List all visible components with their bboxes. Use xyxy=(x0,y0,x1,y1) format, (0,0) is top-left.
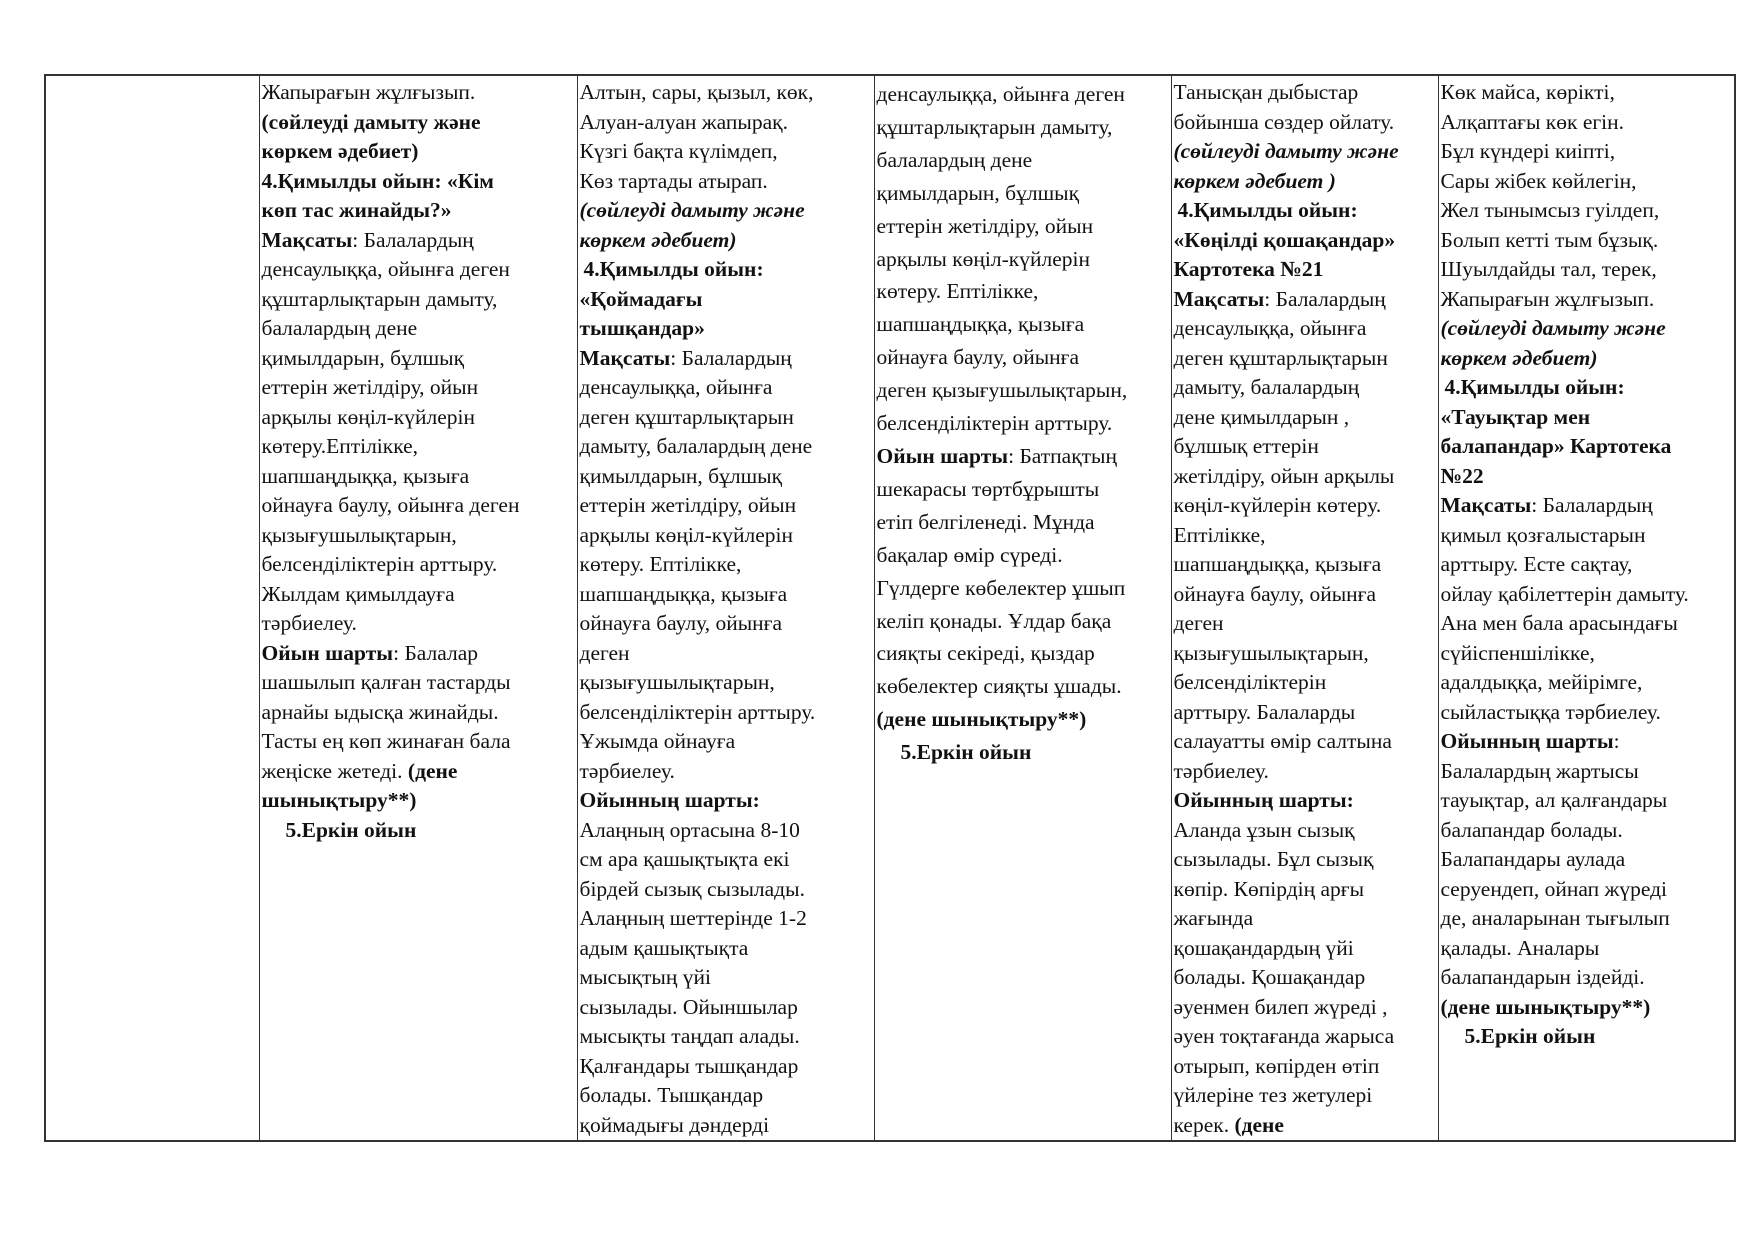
text-line: Күзгі бақта күлімдеп, xyxy=(579,139,778,163)
text-line: Жапырағын жұлғызып. xyxy=(1440,286,1655,311)
text-line: Аланда ұзын сызық xyxy=(1173,817,1355,842)
text-line: 4.Қимылды ойын: xyxy=(1177,198,1358,222)
field-label: Мақсаты xyxy=(579,345,671,370)
table-cell-day-2 xyxy=(259,75,577,1141)
table-cell-day-5 xyxy=(1171,75,1438,1141)
text-line: қоймадығы дәндерді xyxy=(579,1112,770,1137)
text-line xyxy=(262,757,576,787)
text-line: Ойынның шарты: xyxy=(1173,788,1354,812)
text-line xyxy=(262,639,576,669)
text-fragment: : Батпақтың xyxy=(1008,443,1118,468)
text-line: шекарасы төртбұрышты xyxy=(876,476,1100,501)
text-line: (дене шынықтыру**) xyxy=(876,707,1087,732)
text-fragment: (дене xyxy=(407,758,458,783)
text-line: көркем әдебиет) xyxy=(261,139,419,163)
text-line: тәрбиелеу. xyxy=(579,758,675,783)
text-line: шапшаңдыққа, қызыға xyxy=(261,463,470,488)
text-line: еттерін жетілдіру, ойын xyxy=(579,493,797,517)
text-line: арқылы көңіл-күйлерін xyxy=(579,522,793,547)
text-line: Жапырағын жұлғызып. xyxy=(261,80,476,104)
text-line: 4.Қимылды ойын: xyxy=(583,257,764,281)
text-line xyxy=(1441,491,1734,521)
text-line: қимылдарын, бұлшық xyxy=(579,463,783,488)
text-line: 5.Еркін ойын xyxy=(900,740,1032,765)
text-fragment: : xyxy=(1613,729,1620,753)
text-line: сүйіспеншілікке, xyxy=(1440,640,1595,665)
text-line: Балапандары аулада xyxy=(1440,847,1626,871)
text-line: деген xyxy=(579,640,630,665)
text-line: Ойынның шарты: xyxy=(579,788,760,812)
text-line: дене қимылдарын , xyxy=(1173,404,1350,429)
activity-table xyxy=(44,74,1736,1142)
text-line: 5.Еркін ойын xyxy=(285,817,417,842)
text-line: арнайы ыдысқа жинайды. xyxy=(261,699,499,724)
text-fragment: (дене xyxy=(1234,1112,1284,1137)
text-line: жетілдіру, ойын арқылы xyxy=(1173,463,1395,488)
text-line: сызылады. Бұл сызық xyxy=(1173,847,1374,871)
text-line: қызығушылықтарын, xyxy=(579,670,775,694)
text-line: Гүлдерге көбелектер ұшып xyxy=(876,575,1126,600)
text-fragment: : Балалардың xyxy=(1531,493,1653,517)
text-fragment: жеңіске жетеді. xyxy=(261,758,408,783)
text-line: балапандарын іздейді. xyxy=(1440,965,1645,989)
text-line: Көз тартады атырап. xyxy=(579,168,768,193)
text-line: бойынша сөздер ойлату. xyxy=(1173,109,1395,134)
text-line: көркем әдебиет ) xyxy=(1173,168,1336,193)
text-line: денсаулыққа, ойынға деген xyxy=(261,257,510,281)
text-line: көркем әдебиет) xyxy=(579,227,737,252)
text-line: Сары жібек көйлегін, xyxy=(1440,168,1637,193)
text-line: ойнауға баулу, ойынға xyxy=(579,611,783,635)
text-line: қимылдарын, бұлшық xyxy=(876,180,1080,205)
text-line xyxy=(262,226,576,256)
text-line: (дене шынықтыру**) xyxy=(1440,994,1651,1019)
text-line: ойнауға баулу, ойынға xyxy=(1173,581,1377,606)
text-line: 4.Қимылды ойын: xyxy=(1444,375,1625,399)
text-line: «Тауықтар мен xyxy=(1440,404,1591,429)
text-line: Алуан-алуан жапырақ. xyxy=(579,109,788,134)
text-line: шашылып қалған тастарды xyxy=(261,670,511,694)
text-line: Жылдам қимылдауға xyxy=(261,581,455,606)
field-label: Ойынның шарты xyxy=(1440,729,1614,753)
text-line: белсенділіктерін арттыру. xyxy=(876,411,1113,436)
text-line: Шуылдайды тал, терек, xyxy=(1440,257,1657,281)
field-label: Ойын шарты xyxy=(876,443,1009,468)
text-line: қалады. Аналары xyxy=(1440,935,1600,960)
text-line: см ара қашықтықта екі xyxy=(579,847,790,871)
text-line: Көк майса, көрікті, xyxy=(1440,80,1615,104)
text-line: Танысқан дыбыстар xyxy=(1173,80,1359,104)
text-line: денсаулыққа, ойынға xyxy=(1173,316,1367,340)
text-line: әуен тоқтағанда жарыса xyxy=(1173,1024,1395,1048)
text-line: арқылы көңіл-күйлерін xyxy=(261,404,475,429)
text-line: тышқандар» xyxy=(579,316,705,340)
text-line: балапандар болады. xyxy=(1440,817,1623,842)
text-line xyxy=(877,440,1170,473)
text-line: көтеру. Ептілікке, xyxy=(579,552,742,576)
text-line: ойнауға баулу, ойынға деген xyxy=(261,493,520,517)
text-line: тауықтар, ал қалғандары xyxy=(1440,788,1668,812)
text-line: ойлау қабілеттерін дамыту. xyxy=(1440,581,1689,606)
text-line: еттерін жетілдіру, ойын xyxy=(261,375,479,399)
field-label: Мақсаты xyxy=(261,227,353,252)
table-cell-day-3 xyxy=(577,75,874,1141)
text-fragment: : Балалардың xyxy=(1264,286,1386,311)
text-line: Алаңның шеттерінде 1-2 xyxy=(579,906,807,930)
text-line: денсаулыққа, ойынға деген xyxy=(876,82,1125,106)
text-line: дамыту, балалардың xyxy=(1173,375,1360,399)
text-line: тәрбиелеу. xyxy=(1173,758,1269,783)
text-line: жағында xyxy=(1173,906,1254,930)
text-fragment: : Балалардың xyxy=(352,227,474,252)
text-fragment: : Балалардың xyxy=(670,345,792,370)
text-line: қошақандардың үйі xyxy=(1173,935,1354,960)
text-line: Алқаптағы көк егін. xyxy=(1440,109,1625,134)
text-line: Картотека №21 xyxy=(1173,257,1324,281)
text-line: Алаңның ортасына 8-10 xyxy=(579,817,800,842)
text-line: Бұл күндері киіпті, xyxy=(1440,139,1616,163)
text-line: белсенділіктерін xyxy=(1173,670,1327,694)
text-line: Болып кетті тым бұзық. xyxy=(1440,227,1659,252)
text-line: де, аналарынан тығылып xyxy=(1440,906,1670,930)
text-line: арттыру. Балаларды xyxy=(1173,699,1356,724)
table-cell-day-6 xyxy=(1438,75,1735,1141)
text-line: тәрбиелеу. xyxy=(261,611,357,635)
text-line: Ептілікке, xyxy=(1173,522,1266,547)
text-line: көпір. Көпірдің арғы xyxy=(1173,876,1365,901)
text-line: (сөйлеуді дамыту және xyxy=(1440,316,1666,340)
text-fragment: керек. xyxy=(1173,1112,1235,1137)
text-line: белсенділіктерін арттыру. xyxy=(579,699,816,724)
text-line: Ана мен бала арасындағы xyxy=(1440,611,1678,635)
text-line: шапшаңдыққа, қызыға xyxy=(876,312,1085,337)
text-line: шынықтыру**) xyxy=(261,788,417,812)
text-line: көтеру.Ептілікке, xyxy=(261,434,419,458)
text-line: (сөйлеуді дамыту және xyxy=(261,109,481,134)
text-line: адым қашықтықта xyxy=(579,935,749,960)
table-cell-empty xyxy=(45,75,259,1141)
text-line: балапандар» Картотека xyxy=(1440,434,1672,458)
text-line: деген қызығушылықтарын, xyxy=(876,378,1128,403)
text-line: бұлшық еттерін xyxy=(1173,434,1319,458)
text-line: Қалғандары тышқандар xyxy=(579,1053,799,1078)
text-line: деген құштарлықтарын xyxy=(1173,345,1388,370)
table-row xyxy=(45,75,1735,1141)
text-line: деген xyxy=(1173,611,1224,635)
text-line: №22 xyxy=(1440,463,1484,488)
text-line: бақалар өмір сүреді. xyxy=(876,542,1063,567)
text-line: мысықты таңдап алады. xyxy=(579,1024,800,1048)
text-line: көбелектер сияқты ұшады. xyxy=(876,674,1122,699)
text-line: болады. Тышқандар xyxy=(579,1083,764,1107)
text-line: келіп қонады. Ұлдар бақа xyxy=(876,608,1112,633)
text-line: дамыту, балалардың дене xyxy=(579,434,813,458)
text-line: қызығушылықтарын, xyxy=(1173,640,1369,665)
text-line xyxy=(1441,727,1734,757)
text-fragment: : Балалар xyxy=(393,640,479,665)
text-line: (сөйлеуді дамыту және xyxy=(579,198,805,222)
text-line xyxy=(580,344,873,374)
text-line: қызығушылықтарын, xyxy=(261,522,457,547)
text-line xyxy=(1174,1111,1437,1141)
text-line: Ұжымда ойнауға xyxy=(579,729,736,753)
text-line: құштарлықтарын дамыту, xyxy=(261,286,498,311)
text-line: шапшаңдыққа, қызыға xyxy=(1173,552,1382,576)
text-line: көтеру. Ептілікке, xyxy=(876,279,1039,304)
text-line: отырып, көпірден өтіп xyxy=(1173,1053,1380,1078)
text-line: ойнауға баулу, ойынға xyxy=(876,345,1080,370)
text-line: көңіл-күйлерін көтеру. xyxy=(1173,493,1382,517)
field-label: Мақсаты xyxy=(1440,493,1532,517)
text-line: еттерін жетілдіру, ойын xyxy=(876,213,1094,238)
text-line: қимыл қозғалыстарын xyxy=(1440,522,1646,547)
text-line: көркем әдебиет) xyxy=(1440,345,1598,370)
text-line: 4.Қимылды ойын: «Кім xyxy=(261,168,494,193)
text-line: көп тас жинайды?» xyxy=(261,198,452,222)
text-line: бірдей сызық сызылады. xyxy=(579,876,805,901)
text-line: әуенмен билеп жүреді , xyxy=(1173,994,1388,1019)
text-line: балалардың дене xyxy=(261,316,418,340)
text-line: балалардың дене xyxy=(876,147,1033,172)
text-line: етіп белгіленеді. Мұнда xyxy=(876,509,1095,534)
text-line: сияқты секіреді, қыздар xyxy=(876,641,1095,666)
text-line: Жел тынымсыз гуілдеп, xyxy=(1440,198,1660,222)
text-line: белсенділіктерін арттыру. xyxy=(261,552,498,576)
text-line: Балалардың жартысы xyxy=(1440,758,1639,783)
text-line: серуендеп, ойнап жүреді xyxy=(1440,876,1667,901)
table-cell-day-4 xyxy=(874,75,1171,1141)
field-label: Мақсаты xyxy=(1173,286,1265,311)
text-line: 5.Еркін ойын xyxy=(1464,1024,1596,1048)
text-line: сыйластыққа тәрбиелеу. xyxy=(1440,699,1661,724)
text-line: деген құштарлықтарын xyxy=(579,404,794,429)
text-line: (сөйлеуді дамыту және xyxy=(1173,139,1399,163)
text-line: болады. Қошақандар xyxy=(1173,965,1366,989)
text-line: мысықтың үйі xyxy=(579,965,711,989)
text-line: денсаулыққа, ойынға xyxy=(579,375,773,399)
text-line: адалдыққа, мейірімге, xyxy=(1440,670,1643,694)
text-line: «Көңілді қошақандар» xyxy=(1173,227,1396,252)
text-line: арқылы көңіл-күйлерін xyxy=(876,246,1090,271)
text-line: Тасты ең көп жинаған бала xyxy=(261,729,511,753)
text-line: сызылады. Ойыншылар xyxy=(579,994,798,1019)
text-line: үйлеріне тез жетулері xyxy=(1173,1083,1373,1107)
text-line xyxy=(1174,285,1437,315)
text-line: қимылдарын, бұлшық xyxy=(261,345,465,370)
text-line: шапшаңдыққа, қызыға xyxy=(579,581,788,606)
text-line: құштарлықтарын дамыту, xyxy=(876,114,1113,139)
text-line: салауатты өмір салтына xyxy=(1173,729,1392,753)
field-label: Ойын шарты xyxy=(261,640,394,665)
text-line: «Қоймадағы xyxy=(579,286,703,311)
text-line: арттыру. Есте сақтау, xyxy=(1440,552,1633,576)
text-line: Алтын, сары, қызыл, көк, xyxy=(579,80,814,104)
